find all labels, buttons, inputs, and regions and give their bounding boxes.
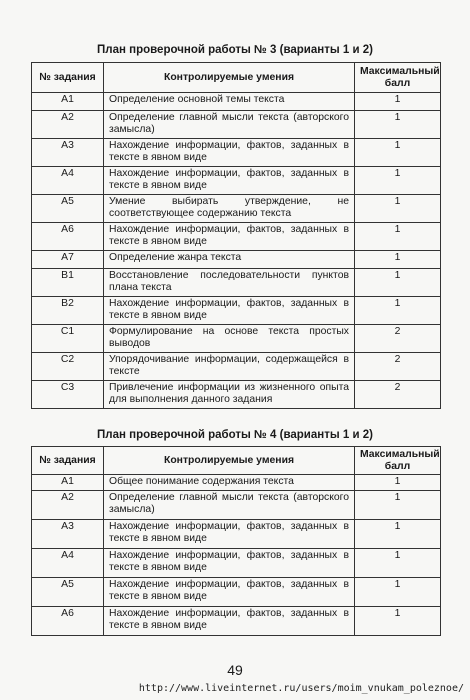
max-score-cell: 1 [355, 520, 441, 549]
plan4-table [31, 446, 441, 636]
task-number-cell: В2 [32, 297, 104, 325]
skill-cell: Умение выбирать утверждение, не соответствующее содержанию текста [104, 195, 355, 223]
table-row [32, 139, 441, 167]
table-row [32, 297, 441, 325]
max-score-cell: 2 [355, 325, 441, 353]
plan3-table [31, 62, 441, 409]
max-score-cell: 1 [355, 93, 441, 111]
skill-cell: Общее понимание содержания текста [104, 475, 355, 491]
task-number-cell: А2 [32, 491, 104, 520]
table-row [32, 93, 441, 111]
skill-cell: Нахождение информации, фактов, заданных в тексте в явном виде [104, 549, 355, 578]
max-score-cell: 1 [355, 607, 441, 636]
table-row [32, 353, 441, 381]
skill-cell: Нахождение информации, фактов, заданных в тексте в явном виде [104, 223, 355, 251]
max-score-cell: 1 [355, 111, 441, 139]
source-url[interactable]: http://www.liveinternet.ru/users/moim_vnukam_poleznoe/ [138, 683, 464, 694]
page-number: 49 [227, 662, 243, 678]
plan3-title: План проверочной работы № 3 (варианты 1 и 2) [97, 44, 373, 56]
table-row [32, 195, 441, 223]
max-score-cell: 1 [355, 223, 441, 251]
plan4-header-row [32, 447, 441, 475]
table-row [32, 223, 441, 251]
max-score-cell: 2 [355, 353, 441, 381]
skill-cell: Определение главной мысли текста (авторского замысла) [104, 111, 355, 139]
task-number-cell: А3 [32, 139, 104, 167]
task-number-cell: А6 [32, 607, 104, 636]
skill-cell: Нахождение информации, фактов, заданных в тексте в явном виде [104, 139, 355, 167]
task-number-cell: А1 [32, 475, 104, 491]
task-number-cell: С2 [32, 353, 104, 381]
table-row [32, 111, 441, 139]
skill-cell: Нахождение информации, фактов, заданных в тексте в явном виде [104, 520, 355, 549]
skills-header: Контролируемые умения [104, 63, 355, 93]
task-number-cell: А1 [32, 93, 104, 111]
max-score-cell: 2 [355, 381, 441, 409]
max-score-cell: 1 [355, 167, 441, 195]
table-row [32, 251, 441, 269]
table-row [32, 578, 441, 607]
task-number-cell: А5 [32, 195, 104, 223]
skill-cell: Упорядочивание информации, содержащейся в тексте [104, 353, 355, 381]
max-score-cell: 1 [355, 139, 441, 167]
table-row [32, 475, 441, 491]
table-row [32, 520, 441, 549]
task-number-cell: В1 [32, 269, 104, 297]
table-row [32, 381, 441, 409]
task-number-cell: А3 [32, 520, 104, 549]
table-row [32, 607, 441, 636]
table-row [32, 491, 441, 520]
max-score-header: Максимальный балл [355, 447, 441, 475]
skill-cell: Нахождение информации, фактов, заданных в тексте в явном виде [104, 297, 355, 325]
max-score-cell: 1 [355, 578, 441, 607]
skill-cell: Восстановление последовательности пунктов плана текста [104, 269, 355, 297]
table-row [32, 167, 441, 195]
task-number-cell: А4 [32, 549, 104, 578]
task-number-cell: А4 [32, 167, 104, 195]
max-score-header: Максимальный балл [355, 63, 441, 93]
task-number-cell: С3 [32, 381, 104, 409]
table-row [32, 549, 441, 578]
task-number-cell: А2 [32, 111, 104, 139]
max-score-cell: 1 [355, 475, 441, 491]
max-score-cell: 1 [355, 195, 441, 223]
task-number-cell: А7 [32, 251, 104, 269]
skill-cell: Нахождение информации, фактов, заданных в тексте в явном виде [104, 578, 355, 607]
skill-cell: Нахождение информации, фактов, заданных в тексте в явном виде [104, 167, 355, 195]
plan4-title: План проверочной работы № 4 (варианты 1 и 2) [97, 429, 373, 441]
skill-cell: Привлечение информации из жизненного опыта для выполнения данного задания [104, 381, 355, 409]
max-score-cell: 1 [355, 549, 441, 578]
task-number-header: № задания [32, 447, 104, 475]
task-number-cell: С1 [32, 325, 104, 353]
max-score-cell: 1 [355, 297, 441, 325]
skill-cell: Определение жанра текста [104, 251, 355, 269]
skill-cell: Определение основной темы текста [104, 93, 355, 111]
max-score-cell: 1 [355, 269, 441, 297]
max-score-cell: 1 [355, 251, 441, 269]
plan3-header-row [32, 63, 441, 93]
skills-header: Контролируемые умения [104, 447, 355, 475]
skill-cell: Определение главной мысли текста (авторского замысла) [104, 491, 355, 520]
task-number-header: № задания [32, 63, 104, 93]
task-number-cell: А5 [32, 578, 104, 607]
table-row [32, 269, 441, 297]
task-number-cell: А6 [32, 223, 104, 251]
skill-cell: Нахождение информации, фактов, заданных в тексте в явном виде [104, 607, 355, 636]
table-row [32, 325, 441, 353]
skill-cell: Формулирование на основе текста простых выводов [104, 325, 355, 353]
max-score-cell: 1 [355, 491, 441, 520]
